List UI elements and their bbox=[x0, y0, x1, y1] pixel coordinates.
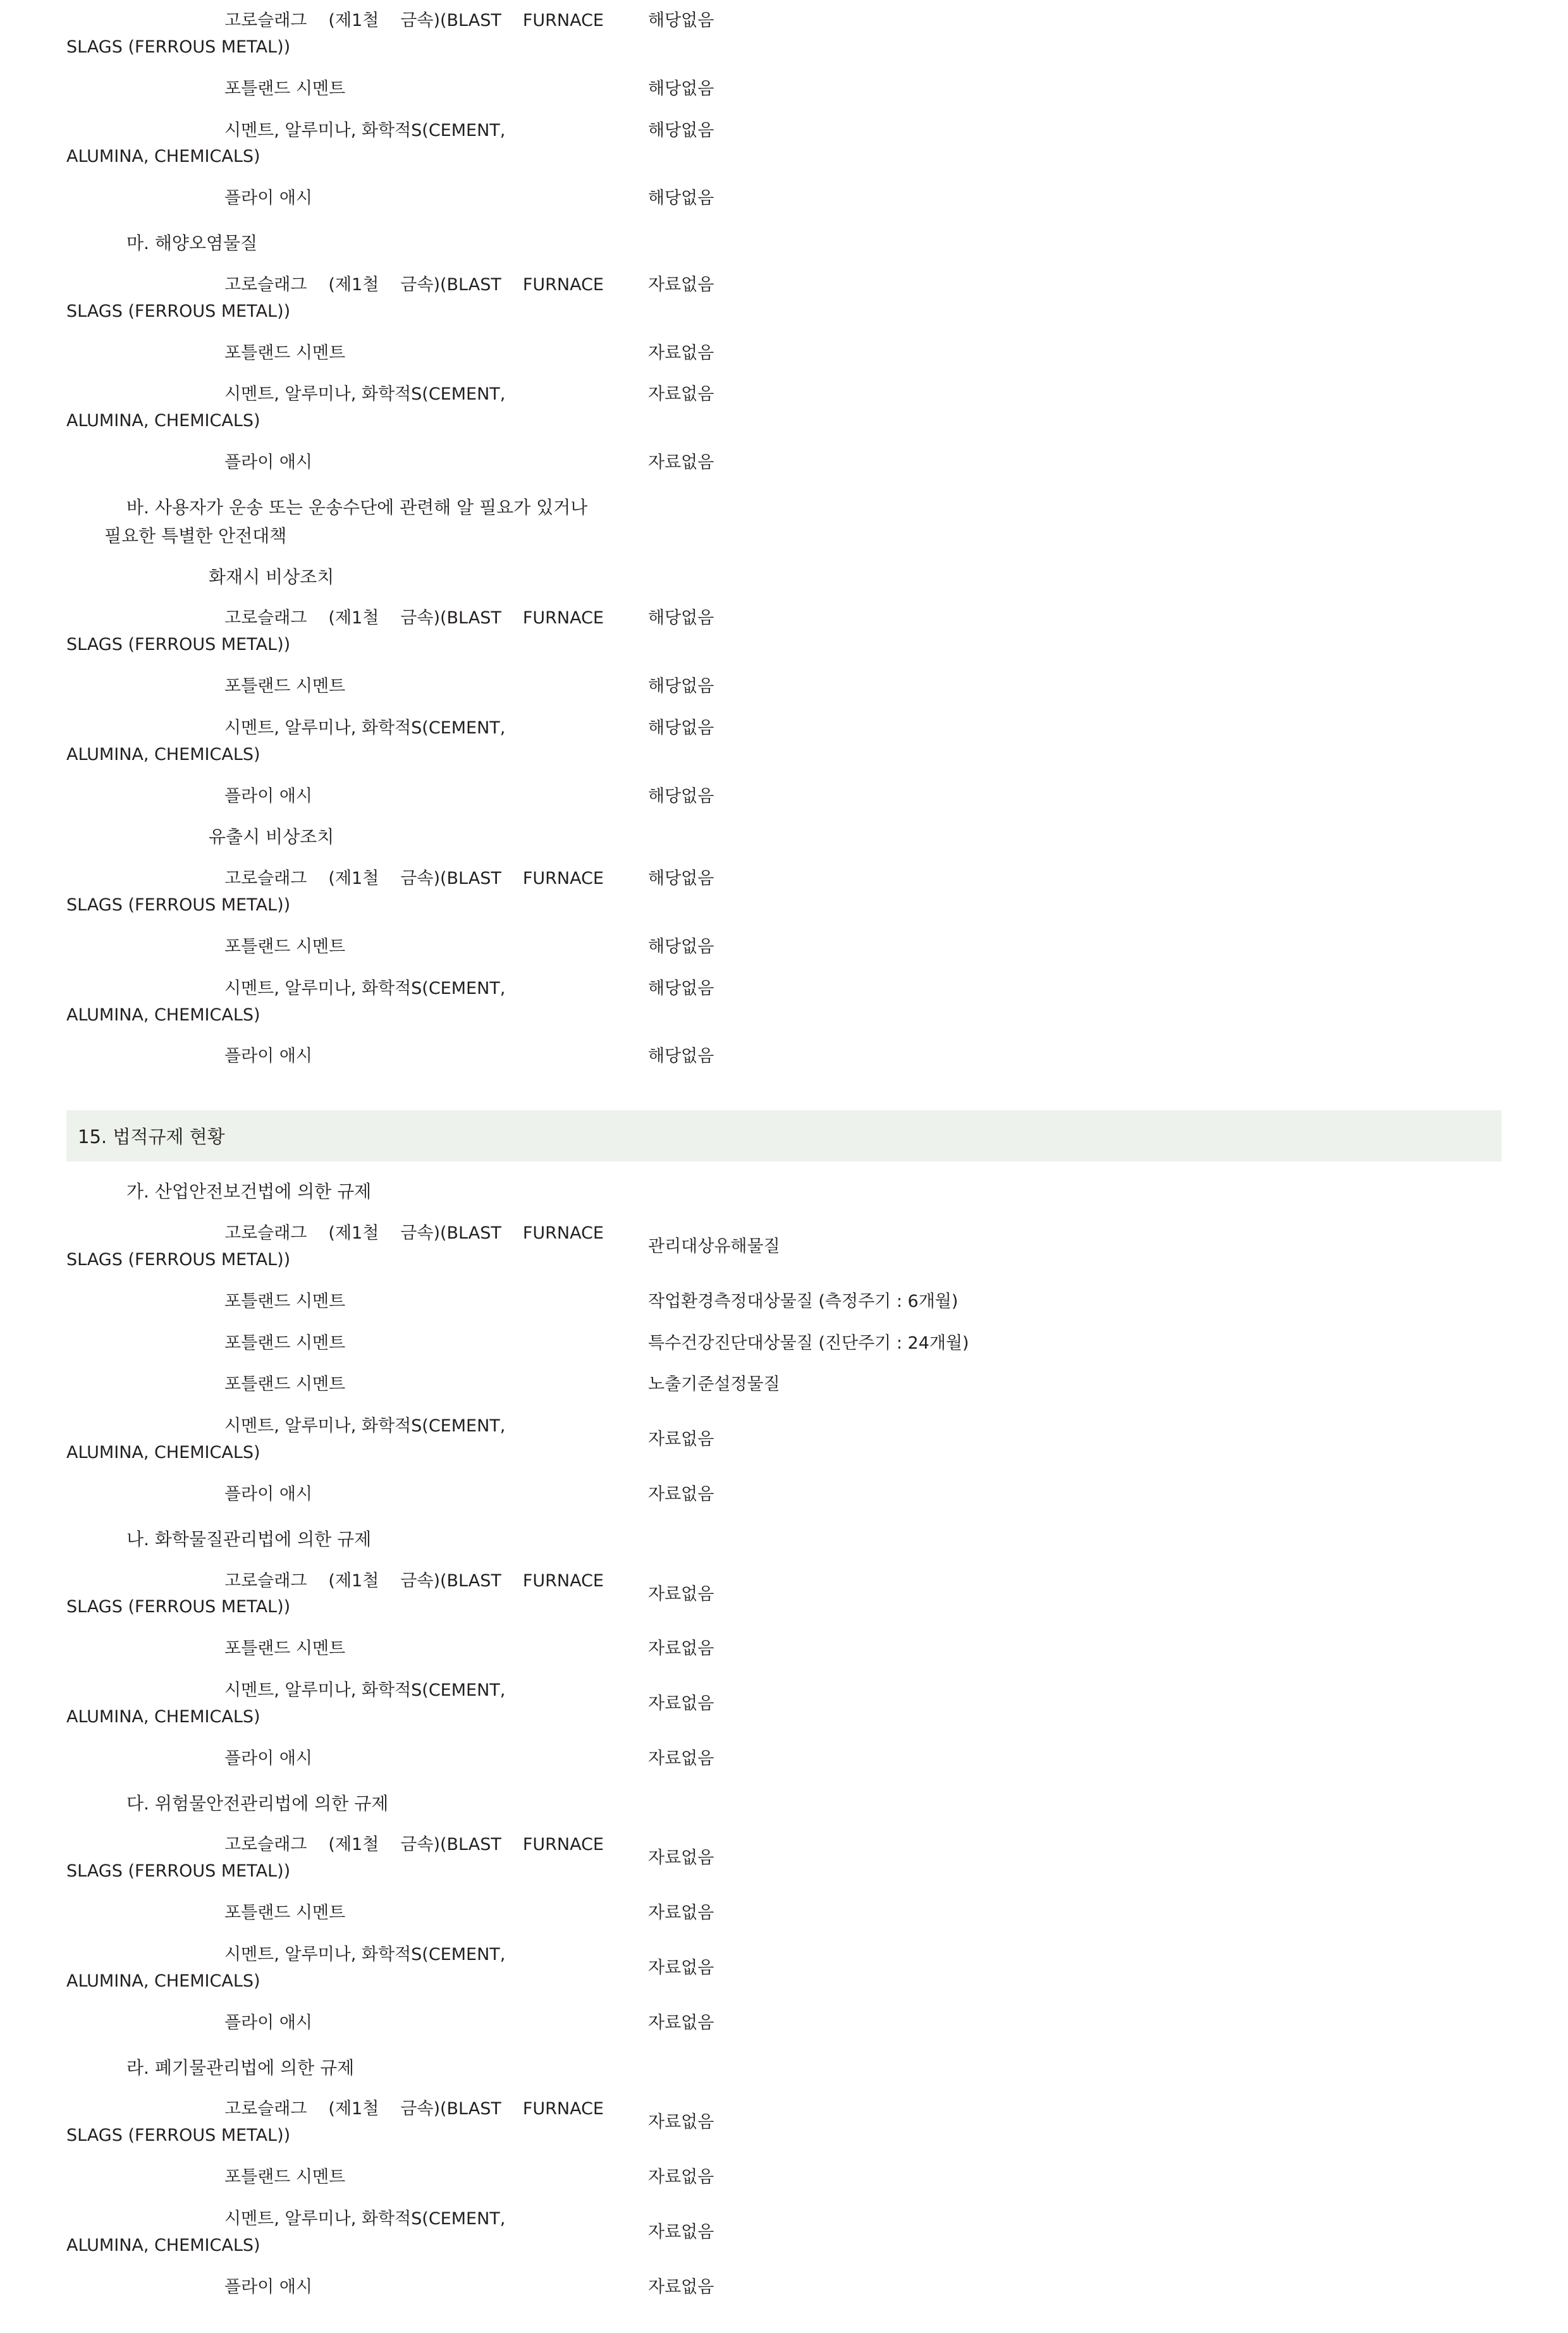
chemical-name bbox=[66, 1738, 648, 1780]
chemical-name bbox=[66, 1405, 648, 1474]
chemical-name bbox=[66, 1892, 648, 1934]
chemical-name bbox=[66, 2002, 648, 2044]
chemical-name-line2: SLAGS (FERROUS METAL)) bbox=[66, 301, 291, 321]
chemical-name bbox=[66, 1213, 648, 1281]
value-cell: 자료없음 bbox=[648, 2112, 714, 2133]
value-cell: 자료없음 bbox=[648, 1903, 714, 1923]
table-row bbox=[66, 1405, 1502, 1474]
chemical-name-line2: ALUMINA, CHEMICALS) bbox=[66, 1971, 260, 1991]
value-cell: 해당없음 bbox=[648, 78, 714, 99]
chemical-name bbox=[66, 858, 648, 926]
table-row bbox=[66, 1364, 1502, 1405]
waste-management-act-block bbox=[66, 2088, 1502, 2308]
subsection-heading-osh-act: 가. 산업안전보건법에 의한 규제 bbox=[126, 1181, 372, 1203]
value-cell: 작업환경측정대상물질 (측정주기 : 6개월) bbox=[648, 1291, 959, 1311]
chemical-name-line2: SLAGS (FERROUS METAL)) bbox=[66, 1861, 291, 1882]
chemical-name-line2: ALUMINA, CHEMICALS) bbox=[66, 744, 260, 764]
subsection-heading-transport-precautions bbox=[66, 484, 1502, 557]
table-row bbox=[66, 1934, 1502, 2002]
table-row bbox=[66, 968, 1502, 1036]
subsection-heading-chemical-control-act: 나. 화학물질관리법에 의한 규제 bbox=[126, 1528, 372, 1550]
value-cell: 자료없음 bbox=[648, 1584, 714, 1604]
chemical-name-line1: 고로슬래그 (제1철 금속)(BLAST FURNACE bbox=[224, 11, 604, 30]
chemical-name-text: 포틀랜드 시멘트 bbox=[224, 936, 346, 957]
table-row bbox=[66, 1323, 1502, 1364]
chemical-name-line1: 고로슬래그 (제1철 금속)(BLAST FURNACE bbox=[224, 869, 604, 889]
table-row bbox=[66, 1670, 1502, 1738]
value-cell: 자료없음 bbox=[648, 2167, 714, 2187]
chemical-name-text: 플라이 애시 bbox=[224, 188, 312, 209]
chemical-name-line2: SLAGS (FERROUS METAL)) bbox=[66, 635, 291, 655]
chemical-name-line1: 시멘트, 알루미나, 화학적S(CEMENT, bbox=[224, 1944, 506, 1964]
chemical-name-text: 포틀랜드 시멘트 bbox=[224, 1903, 346, 1923]
table-row bbox=[66, 110, 1502, 178]
table-row bbox=[66, 707, 1502, 776]
top-continuation-block bbox=[66, 0, 1502, 219]
chemical-name bbox=[66, 1824, 648, 1892]
value-cell: 해당없음 bbox=[648, 786, 714, 806]
table-row bbox=[66, 442, 1502, 484]
table-row bbox=[66, 1036, 1502, 1077]
chemical-name-text: 플라이 애시 bbox=[224, 453, 312, 473]
chemical-name bbox=[66, 68, 648, 110]
table-row bbox=[66, 0, 1502, 68]
value-cell: 해당없음 bbox=[648, 978, 714, 998]
table-row bbox=[66, 1213, 1502, 1281]
transport-heading-line2: 필요한 특별한 안전대책 bbox=[104, 525, 287, 546]
value-cell: 해당없음 bbox=[648, 11, 714, 30]
chemical-name-line2: ALUMINA, CHEMICALS) bbox=[66, 147, 260, 167]
value-cell: 해당없음 bbox=[648, 718, 714, 738]
chemical-name bbox=[66, 1036, 648, 1077]
subsection-heading-fire-emergency: 화재시 비상조치 bbox=[209, 566, 334, 587]
value-cell: 자료없음 bbox=[648, 2222, 714, 2242]
chemical-name-text: 플라이 애시 bbox=[224, 2277, 312, 2297]
value-cell: 자료없음 bbox=[648, 2277, 714, 2297]
chemical-control-act-block bbox=[66, 1560, 1502, 1780]
value-cell: 자료없음 bbox=[648, 384, 714, 405]
table-row bbox=[66, 333, 1502, 374]
chemical-name-line1: 고로슬래그 (제1철 금속)(BLAST FURNACE bbox=[224, 1223, 604, 1244]
chemical-name-text: 포틀랜드 시멘트 bbox=[224, 2167, 346, 2187]
value-cell: 자료없음 bbox=[648, 2012, 714, 2033]
subsection-heading-spill-emergency: 유출시 비상조치 bbox=[209, 826, 334, 848]
chemical-name bbox=[66, 707, 648, 776]
subsection-heading-dangerous-goods-act: 다. 위험물안전관리법에 의한 규제 bbox=[126, 1792, 389, 1814]
chemical-name-line1: 고로슬래그 (제1철 금속)(BLAST FURNACE bbox=[224, 1835, 604, 1855]
value-cell: 자료없음 bbox=[648, 1484, 714, 1504]
chemical-name-line1: 고로슬래그 (제1철 금속)(BLAST FURNACE bbox=[224, 2099, 604, 2119]
chemical-name-line2: SLAGS (FERROUS METAL)) bbox=[66, 895, 291, 915]
chemical-name-line1: 시멘트, 알루미나, 화학적S(CEMENT, bbox=[224, 718, 506, 738]
chemical-name bbox=[66, 1670, 648, 1738]
chemical-name bbox=[66, 2088, 648, 2157]
table-row bbox=[66, 666, 1502, 707]
subsection-heading-waste-management-act: 라. 폐기물관리법에 의한 규제 bbox=[126, 2057, 355, 2078]
table-row bbox=[66, 1281, 1502, 1323]
value-cell: 해당없음 bbox=[648, 677, 714, 696]
chemical-name bbox=[66, 1560, 648, 1629]
chemical-name bbox=[66, 1934, 648, 2002]
chemical-name-line1: 시멘트, 알루미나, 화학적S(CEMENT, bbox=[224, 2208, 506, 2229]
chemical-name-line2: SLAGS (FERROUS METAL)) bbox=[66, 37, 291, 57]
chemical-name bbox=[66, 2267, 648, 2308]
chemical-name-text: 플라이 애시 bbox=[224, 786, 312, 806]
chemical-name bbox=[66, 374, 648, 442]
value-cell: 관리대상유해물질 bbox=[648, 1236, 780, 1256]
value-cell: 특수건강진단대상물질 (진단주기 : 24개월) bbox=[648, 1333, 969, 1353]
chemical-name-line2: ALUMINA, CHEMICALS) bbox=[66, 411, 260, 431]
chemical-name-line1: 고로슬래그 (제1철 금속)(BLAST FURNACE bbox=[224, 1571, 604, 1591]
chemical-name-line1: 시멘트, 알루미나, 화학적S(CEMENT, bbox=[224, 1681, 506, 1701]
value-cell: 해당없음 bbox=[648, 1046, 714, 1067]
table-row bbox=[66, 374, 1502, 442]
chemical-name-line2: SLAGS (FERROUS METAL)) bbox=[66, 1597, 291, 1617]
fire-emergency-block bbox=[66, 597, 1502, 817]
table-row bbox=[66, 858, 1502, 926]
value-cell: 해당없음 bbox=[648, 608, 714, 628]
chemical-name-line2: SLAGS (FERROUS METAL)) bbox=[66, 1249, 291, 1270]
table-row bbox=[66, 2267, 1502, 2308]
chemical-name-text: 포틀랜드 시멘트 bbox=[224, 343, 346, 363]
subsection-heading-marine-pollutant: 마. 해양오염물질 bbox=[126, 233, 258, 254]
chemical-name bbox=[66, 333, 648, 374]
chemical-name-text: 플라이 애시 bbox=[224, 1484, 312, 1504]
table-row bbox=[66, 1892, 1502, 1934]
value-cell: 자료없음 bbox=[648, 1694, 714, 1714]
chemical-name-text: 포틀랜드 시멘트 bbox=[224, 1333, 346, 1353]
chemical-name-line1: 시멘트, 알루미나, 화학적S(CEMENT, bbox=[224, 120, 506, 140]
chemical-name-line2: ALUMINA, CHEMICALS) bbox=[66, 1706, 260, 1727]
chemical-name bbox=[66, 926, 648, 968]
chemical-name bbox=[66, 1364, 648, 1405]
chemical-name-line1: 고로슬래그 (제1철 금속)(BLAST FURNACE bbox=[224, 608, 604, 628]
value-cell: 해당없음 bbox=[648, 869, 714, 889]
chemical-name-text: 포틀랜드 시멘트 bbox=[224, 1639, 346, 1659]
chemical-name-line1: 시멘트, 알루미나, 화학적S(CEMENT, bbox=[224, 1416, 506, 1436]
value-cell: 해당없음 bbox=[648, 936, 714, 957]
chemical-name bbox=[66, 110, 648, 178]
chemical-name bbox=[66, 2198, 648, 2267]
chemical-name-line1: 시멘트, 알루미나, 화학적S(CEMENT, bbox=[224, 978, 506, 998]
table-row bbox=[66, 2198, 1502, 2267]
value-cell: 자료없음 bbox=[648, 453, 714, 473]
chemical-name-text: 포틀랜드 시멘트 bbox=[224, 1375, 346, 1395]
chemical-name bbox=[66, 178, 648, 219]
chemical-name bbox=[66, 442, 648, 484]
value-cell: 자료없음 bbox=[648, 1848, 714, 1868]
chemical-name bbox=[66, 2157, 648, 2198]
chemical-name-line2: ALUMINA, CHEMICALS) bbox=[66, 1443, 260, 1463]
chemical-name-text: 플라이 애시 bbox=[224, 2012, 312, 2033]
table-row bbox=[66, 2002, 1502, 2044]
chemical-name bbox=[66, 1323, 648, 1364]
table-row bbox=[66, 178, 1502, 219]
marine-pollutant-block bbox=[66, 264, 1502, 484]
chemical-name-text: 포틀랜드 시멘트 bbox=[224, 1291, 346, 1311]
chemical-name bbox=[66, 968, 648, 1036]
chemical-name bbox=[66, 0, 648, 68]
chemical-name-text: 플라이 애시 bbox=[224, 1748, 312, 1768]
chemical-name-line2: ALUMINA, CHEMICALS) bbox=[66, 2235, 260, 2255]
chemical-name-line2: SLAGS (FERROUS METAL)) bbox=[66, 2126, 291, 2146]
table-row bbox=[66, 1474, 1502, 1516]
table-row bbox=[66, 1824, 1502, 1892]
table-row bbox=[66, 926, 1502, 968]
chemical-name bbox=[66, 597, 648, 666]
table-row bbox=[66, 597, 1502, 666]
section-title-15: 15. 법적규제 현황 bbox=[66, 1110, 1502, 1161]
value-cell: 자료없음 bbox=[648, 1639, 714, 1659]
chemical-name bbox=[66, 1628, 648, 1670]
table-row bbox=[66, 2088, 1502, 2157]
chemical-name bbox=[66, 1474, 648, 1516]
chemical-name-line2: ALUMINA, CHEMICALS) bbox=[66, 1005, 260, 1025]
osh-act-block bbox=[66, 1213, 1502, 1516]
value-cell: 자료없음 bbox=[648, 1430, 714, 1450]
transport-heading-line1: 바. 사용자가 운송 또는 운송수단에 관련해 알 필요가 있거나 bbox=[126, 496, 588, 518]
chemical-name-text: 포틀랜드 시멘트 bbox=[224, 78, 346, 99]
spill-emergency-block bbox=[66, 858, 1502, 1077]
value-cell: 자료없음 bbox=[648, 343, 714, 363]
chemical-name-line1: 고로슬래그 (제1철 금속)(BLAST FURNACE bbox=[224, 274, 604, 295]
table-row bbox=[66, 68, 1502, 110]
dangerous-goods-act-block bbox=[66, 1824, 1502, 2043]
table-row bbox=[66, 2157, 1502, 2198]
value-cell: 자료없음 bbox=[648, 1957, 714, 1978]
chemical-name bbox=[66, 776, 648, 817]
chemical-name-text: 플라이 애시 bbox=[224, 1046, 312, 1067]
table-row bbox=[66, 1628, 1502, 1670]
chemical-name-text: 포틀랜드 시멘트 bbox=[224, 677, 346, 696]
value-cell: 해당없음 bbox=[648, 120, 714, 140]
table-row bbox=[66, 1738, 1502, 1780]
chemical-name-line1: 시멘트, 알루미나, 화학적S(CEMENT, bbox=[224, 384, 506, 405]
table-row bbox=[66, 1560, 1502, 1629]
chemical-name bbox=[66, 666, 648, 707]
value-cell: 노출기준설정물질 bbox=[648, 1375, 780, 1395]
chemical-name bbox=[66, 1281, 648, 1323]
chemical-name bbox=[66, 264, 648, 333]
value-cell: 자료없음 bbox=[648, 274, 714, 295]
table-row bbox=[66, 776, 1502, 817]
table-row bbox=[66, 264, 1502, 333]
value-cell: 자료없음 bbox=[648, 1748, 714, 1768]
value-cell: 해당없음 bbox=[648, 188, 714, 209]
